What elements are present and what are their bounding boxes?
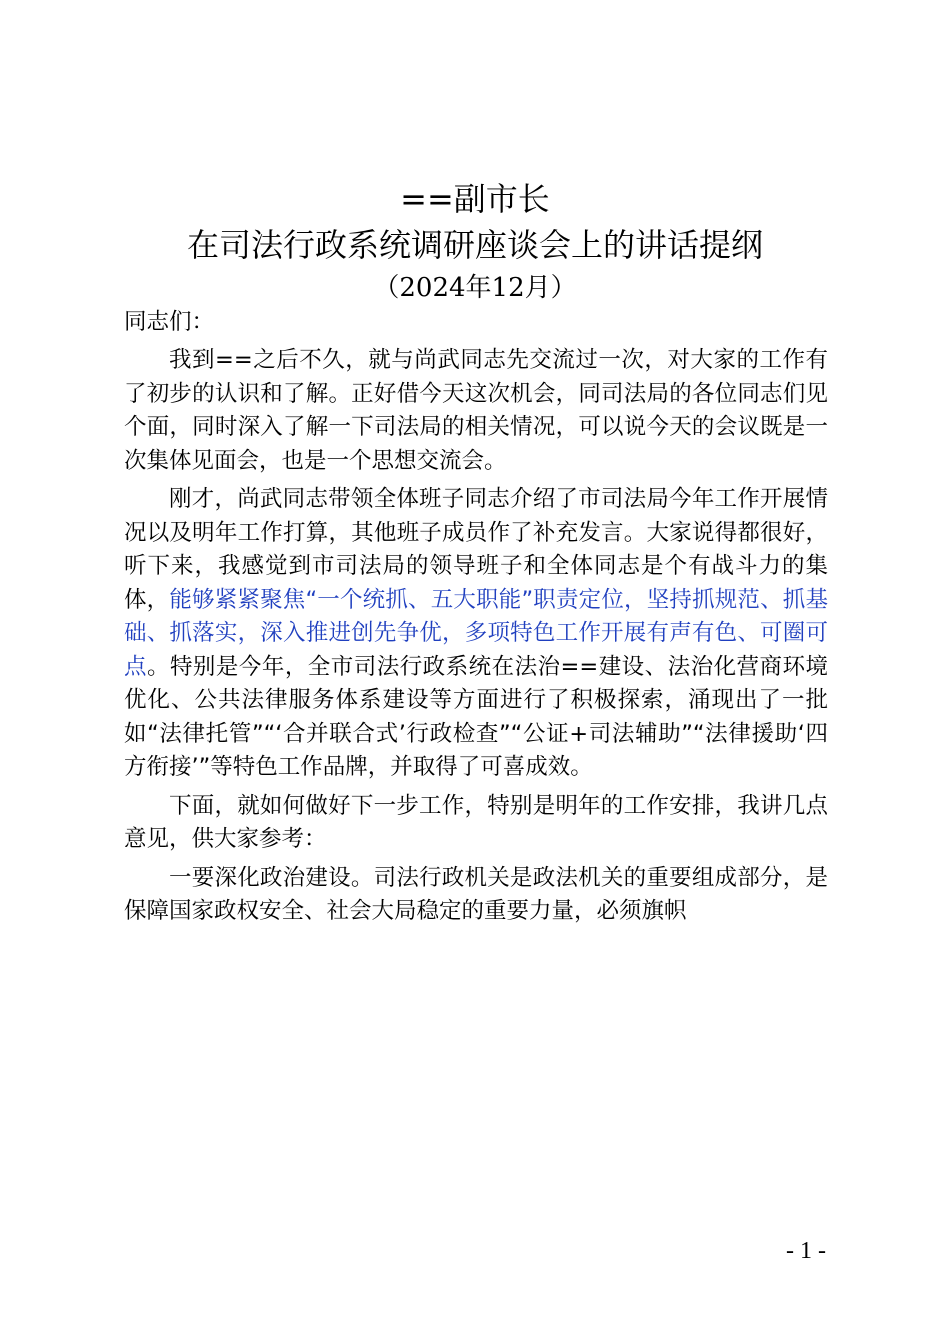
paragraph-2-highlight: 能够紧紧聚焦“一个统抓、五大职能”职责定位，坚持抓规范、抓基础、抓落实，深入推进创先争优，多项特色工作开展有声有色、可圈可点 [124,586,828,680]
paragraph-2-text-end: 。特别是今年，全市司法行政系统在法治==建设、法治化营商环境优化、公共法律服务体系建设等方面进行了积极探索，涌现出了一批如“法律托管”“‘合并联合式’行政检查”“公证+司法辅助”“法律援助‘四方衔接’”等特色工作品牌，并取得了可喜成效。 [124,653,828,780]
paragraph-1-text: 我到==之后不久，就与尚武同志先交流过一次，对大家的工作有了初步的认识和了解。正好借今天这次机会，同司法局的各位同志们见个面，同时深入了解一下司法局的相关情况，可以说今天的会议既是一次集体见面会，也是一个思想交流会。 [124,347,828,474]
paragraph-1 [124,344,828,478]
salutation: 同志们： [124,309,215,335]
paragraph-4-text: 一要深化政治建设。司法行政机关是政法机关的重要组成部分，是保障国家政权安全、社会大局稳定的重要力量，必须旗帜 [124,864,828,924]
paragraph-2-text-start: 刚才，尚武同志带领全体班子同志介绍了市司法局今年工作开展情况以及明年工作打算，其他班子成员作了补充发言。大家说得都很好，听下来，我感觉到市司法局的领导班子和全体同志是个有战斗力的集体， [124,486,828,613]
title-main: 在司法行政系统调研座谈会上的讲话提纲 [186,226,763,264]
paragraph-3-text: 下面，就如何做好下一步工作，特别是明年的工作安排，我讲几点意见，供大家参考： [124,792,828,852]
paragraph-4 [124,862,828,929]
title-block [0,176,950,308]
paragraph-2 [124,483,828,785]
title-speaker: ==副市长 [400,180,550,218]
paragraph-3 [124,790,828,857]
document-body [124,306,828,929]
page-number: - 1 - [786,1238,826,1264]
title-date: （2024年12月） [373,273,577,303]
